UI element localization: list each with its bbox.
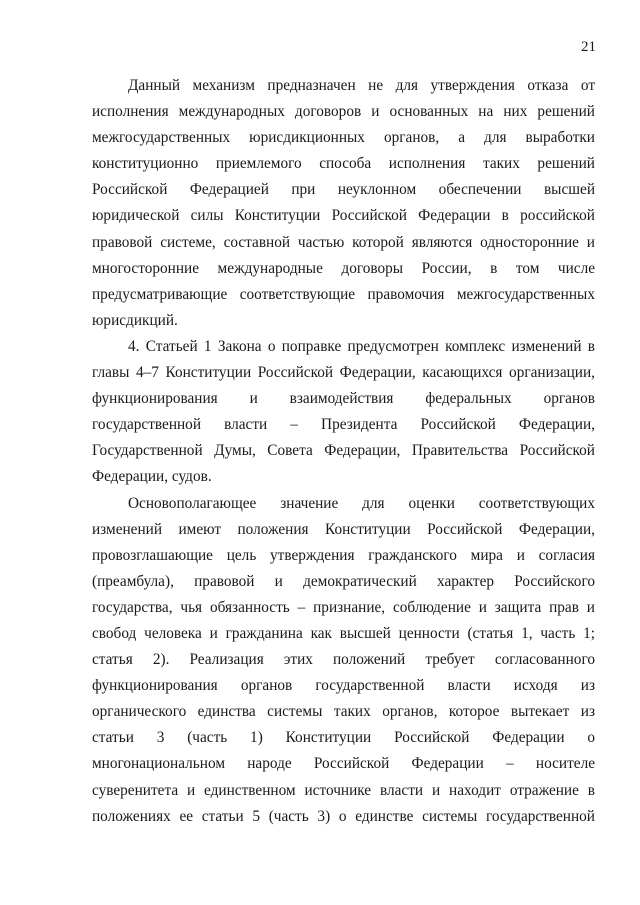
text-line: юридической силы Конституции Российской Федерации в российской: [92, 207, 595, 225]
text-line: государства, чья обязанность – признание, соблюдение и защита прав и: [92, 598, 595, 616]
text-line: Государственной Думы, Совета Федерации, Правительства Российской: [92, 442, 595, 460]
text-line: функционирования органов государственной власти исходя из: [92, 677, 595, 695]
text-line: функционирования и взаимодействия федеральных органов: [92, 390, 595, 408]
text-line: свобод человека и гражданина как высшей ценности (статья 1, часть 1;: [92, 624, 595, 642]
text-line: многосторонние международные договоры России, в том числе: [92, 259, 595, 277]
text-line: суверенитета и единственном источнике власти и находит отражение в: [92, 781, 595, 799]
text-line: органического единства системы таких органов, которое вытекает из: [92, 703, 595, 721]
text-line: провозглашающие цель утверждения гражданского мира и согласия: [92, 546, 595, 564]
text-line: Данный механизм предназначен не для утверждения отказа от: [128, 77, 595, 94]
text-line: Основополагающее значение для оценки соответствующих: [128, 494, 595, 512]
text-line: главы 4–7 Конституции Российской Федерации, касающихся организации,: [92, 364, 595, 382]
text-line: изменений имеют положения Конституции Российской Федерации,: [92, 520, 595, 538]
text-line: положениях ее статьи 5 (часть 3) о единстве системы государственной: [92, 807, 595, 825]
text-line: межгосударственных юрисдикционных органов, а для выработки: [92, 129, 595, 147]
page-number: 21: [581, 39, 596, 55]
text-line: 4. Статьей 1 Закона о поправке предусмотрен комплекс изменений в: [128, 337, 595, 355]
text-line: статья 2). Реализация этих положений требует согласованного: [92, 651, 595, 669]
text-line: Российской Федерацией при неуклонном обеспечении высшей: [92, 181, 595, 199]
text-line: многонациональном народе Российской Федерации – носителе: [92, 755, 595, 773]
text-line: (преамбула), правовой и демократический характер Российского: [92, 572, 595, 590]
text-line: конституционно приемлемого способа исполнения таких решений: [92, 155, 595, 173]
text-line: статьи 3 (часть 1) Конституции Российской Федерации о: [92, 729, 595, 747]
text-line: предусматривающие соответствующие правомочия межгосударственных: [92, 285, 595, 303]
body-text: [92, 73, 595, 830]
text-line: Федерации, судов.: [92, 468, 212, 486]
text-line: юрисдикций.: [92, 311, 178, 329]
text-line: исполнения международных договоров и основанных на них решений: [92, 103, 595, 121]
text-line: правовой системе, составной частью которой являются односторонние и: [92, 233, 595, 251]
text-line: государственной власти – Президента Российской Федерации,: [92, 416, 595, 434]
